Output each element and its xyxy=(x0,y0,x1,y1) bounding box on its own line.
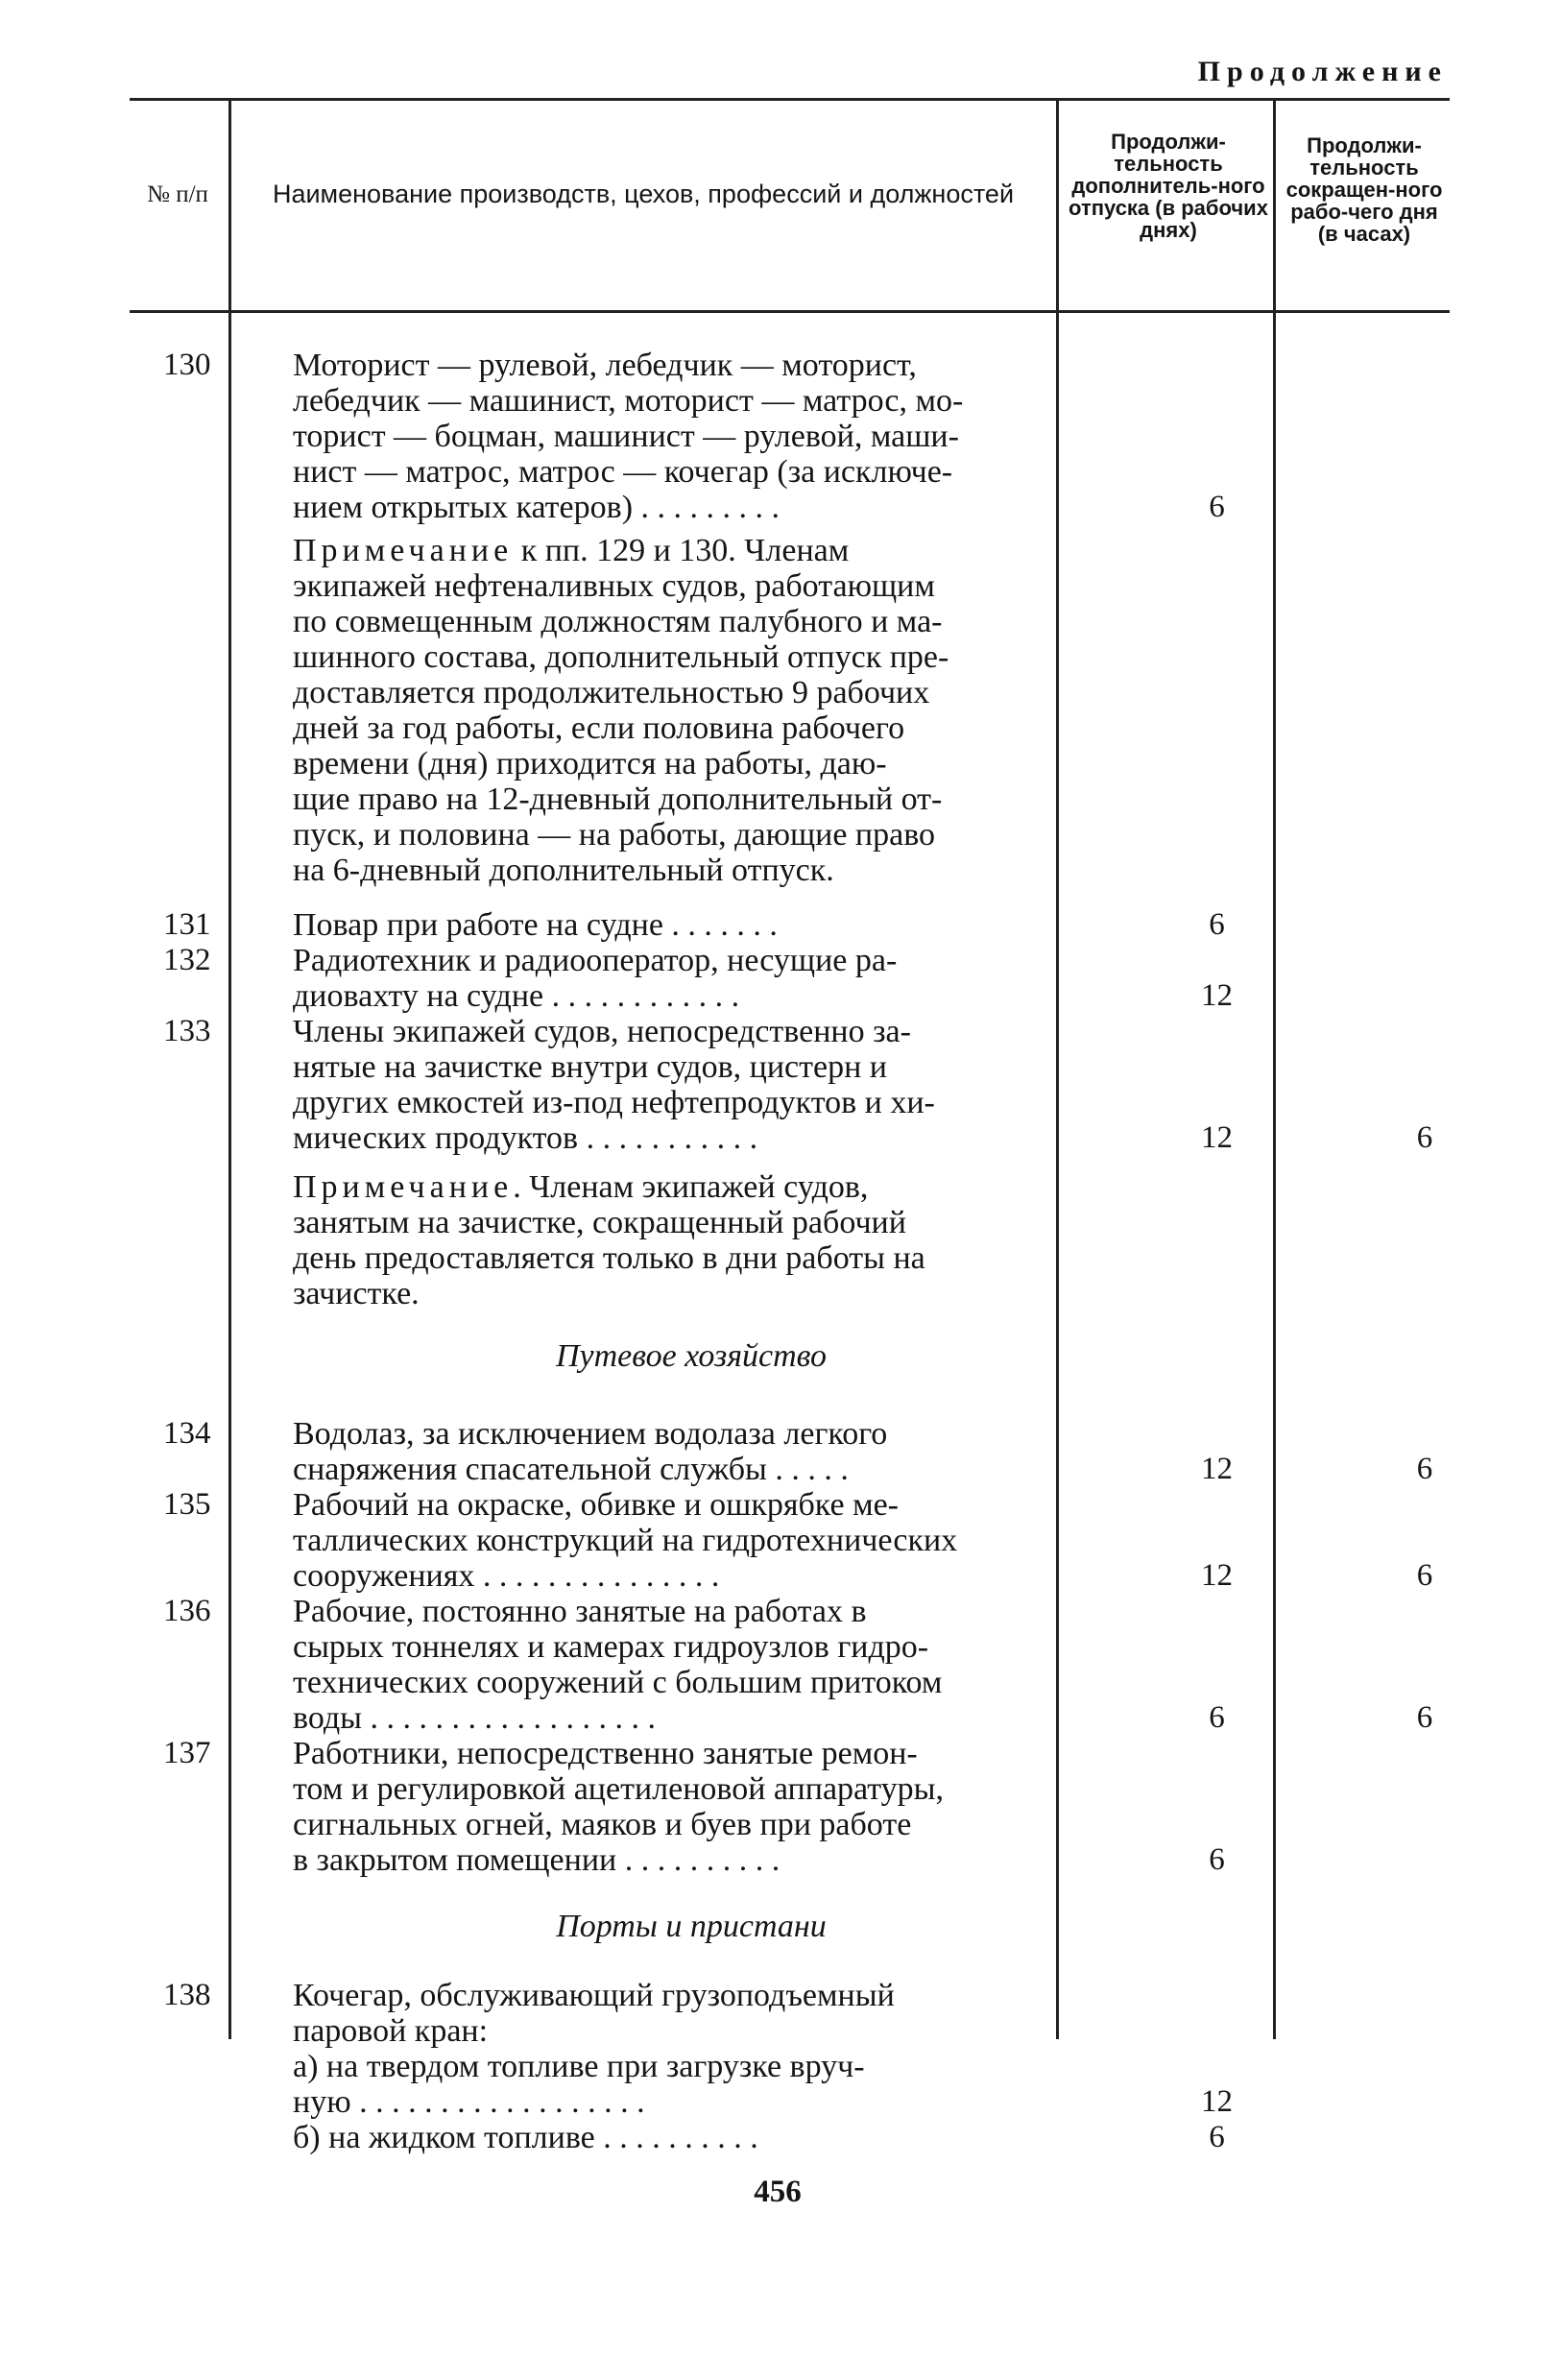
text-line: воды . . . . . . . . . . . . . . . . . . xyxy=(293,1700,656,1736)
row-additional-days: 6 xyxy=(1209,1700,1225,1735)
row-additional-days: 6 xyxy=(1209,490,1225,524)
text-line: доставляется продолжительностью 9 рабочих xyxy=(293,675,930,710)
text-line: занятым на зачистке, сокращенный рабочий xyxy=(293,1205,906,1240)
text-line: по совмещенным должностям палубного и ма- xyxy=(293,604,943,639)
text-line: Рабочий на окраске, обивке и ошкрябке ме- xyxy=(293,1487,899,1523)
text-line: технических сооружений с большим притоком xyxy=(293,1665,943,1700)
row-description xyxy=(293,943,1171,1014)
row-additional-days: 12 xyxy=(1201,1558,1233,1593)
note-heading: Примечание xyxy=(293,1169,514,1205)
text-line: а) на твердом топливе при загрузке вруч- xyxy=(293,2049,865,2084)
text-line: таллических конструкций на гидротехнических xyxy=(293,1523,958,1558)
text-line: Кочегар, обслуживающий грузоподъемный xyxy=(293,1978,895,2013)
continuation-label: Продолжение xyxy=(1197,56,1448,87)
table-header-rule xyxy=(130,310,1450,313)
header-name: Наименование производств, цехов, профессий и должностей xyxy=(272,180,1015,208)
row-number: 136 xyxy=(163,1594,211,1628)
row-number: 138 xyxy=(163,1978,211,2012)
text-line: пуск, и половина — на работы, дающие право xyxy=(293,817,936,853)
text-line: шинного состава, дополнительный отпуск пре- xyxy=(293,639,949,675)
row-number: 133 xyxy=(163,1014,211,1048)
text-line: сигнальных огней, маяков и буев при работе xyxy=(293,1807,912,1842)
text-line: нием открытых катеров) . . . . . . . . . xyxy=(293,490,780,525)
text-line: нятые на зачистке внутри судов, цистерн и xyxy=(293,1049,887,1085)
row-shortened-hours: 6 xyxy=(1416,1120,1433,1155)
text-line: нист — матрос, матрос — кочегар (за исключе- xyxy=(293,454,953,490)
header-additional-leave: Продолжи-тельность дополнитель-ного отпуска (в рабочих днях) xyxy=(1069,130,1268,243)
row-number: 131 xyxy=(163,907,211,942)
section-heading-track: Путевое хозяйство xyxy=(555,1338,827,1374)
text-line: лебедчик — машинист, моторист — матрос, мо- xyxy=(293,383,964,419)
row-shortened-hours: 6 xyxy=(1416,1558,1433,1593)
text-line: том и регулировкой ацетиленовой аппаратуры, xyxy=(293,1771,945,1807)
text-line: дней за год работы, если половина рабочего xyxy=(293,710,905,746)
row-additional-days: 12 xyxy=(1201,978,1233,1013)
text-line: диовахту на судне . . . . . . . . . . . . xyxy=(293,978,740,1014)
row-additional-days: 6 xyxy=(1209,1842,1225,1877)
text-line: других емкостей из-под нефтепродуктов и хи- xyxy=(293,1085,935,1120)
text-line: на 6-дневный дополнительный отпуск. xyxy=(293,853,834,888)
text-line: в закрытом помещении . . . . . . . . . . xyxy=(293,1842,780,1878)
section-heading-ports: Порты и пристани xyxy=(556,1909,827,1944)
row-additional-days: 6 xyxy=(1209,907,1225,942)
text-line: торист — боцман, машинист — рулевой, маши- xyxy=(293,419,959,454)
row-description xyxy=(293,1487,1171,1594)
table-top-rule xyxy=(130,98,1450,101)
row-number: 132 xyxy=(163,943,211,977)
text-line: времени (дня) приходится на работы, даю- xyxy=(293,746,887,781)
text-line: снаряжения спасательной службы . . . . . xyxy=(293,1452,849,1487)
text-line: Работники, непосредственно занятые ремон- xyxy=(293,1736,918,1771)
text-line: сооружениях . . . . . . . . . . . . . . . xyxy=(293,1558,720,1594)
text-line: б) на жидком топливе . . . . . . . . . . xyxy=(293,2120,758,2155)
row-description xyxy=(293,1978,1171,2155)
column-divider-days xyxy=(1273,100,1276,2039)
text-line: сырых тоннелях и камерах гидроузлов гидро- xyxy=(293,1629,929,1665)
text-line: к пп. 129 и 130. Членам xyxy=(520,533,850,568)
row-description xyxy=(293,1014,1171,1156)
text-line: Водолаз, за исключением водолаза легкого xyxy=(293,1416,888,1452)
text-line: щие право на 12-дневный дополнительный от- xyxy=(293,781,943,817)
row-additional-days: 12 xyxy=(1201,1120,1233,1155)
row-shortened-hours: 6 xyxy=(1416,1452,1433,1486)
note-heading: Примечание xyxy=(293,533,514,568)
row-additional-days-a: 12 xyxy=(1201,2084,1233,2119)
row-description xyxy=(293,348,1171,525)
row-additional-days-b: 6 xyxy=(1209,2120,1225,2154)
row-description xyxy=(293,1594,1171,1736)
text-line: Радиотехник и радиооператор, несущие ра- xyxy=(293,943,898,978)
text-line: ную . . . . . . . . . . . . . . . . . . xyxy=(293,2084,645,2120)
text-line: Моторист — рулевой, лебедчик — моторист, xyxy=(293,348,917,383)
row-additional-days: 12 xyxy=(1201,1452,1233,1486)
text-line: мических продуктов . . . . . . . . . . . xyxy=(293,1120,758,1156)
row-description xyxy=(293,1416,1171,1487)
row-number: 135 xyxy=(163,1487,211,1522)
text-line: день предоставляется только в дни работы на xyxy=(293,1240,925,1276)
text-line: зачистке. xyxy=(293,1276,420,1311)
note-text xyxy=(293,1169,1171,1311)
row-shortened-hours: 6 xyxy=(1416,1700,1433,1735)
row-description xyxy=(293,907,1171,943)
row-number: 130 xyxy=(163,348,211,382)
text-line: Повар при работе на судне . . . . . . . xyxy=(293,907,778,943)
text-line: паровой кран: xyxy=(293,2013,489,2049)
header-shortened-day: Продолжи-тельность сокращен-ного рабо-чего дня (в часах) xyxy=(1285,133,1443,247)
row-number: 134 xyxy=(163,1416,211,1451)
text-line: Члены экипажей судов, непосредственно за- xyxy=(293,1014,911,1049)
text-line: экипажей нефтеналивных судов, работающим xyxy=(293,568,935,604)
row-number: 137 xyxy=(163,1736,211,1770)
note-text xyxy=(293,533,1171,888)
page-number: 456 xyxy=(754,2175,802,2209)
row-description xyxy=(293,1736,1171,1878)
text-line: Рабочие, постоянно занятые на работах в xyxy=(293,1594,867,1629)
text-line: . Членам экипажей судов, xyxy=(513,1169,869,1205)
header-num: № п/п xyxy=(147,181,208,207)
